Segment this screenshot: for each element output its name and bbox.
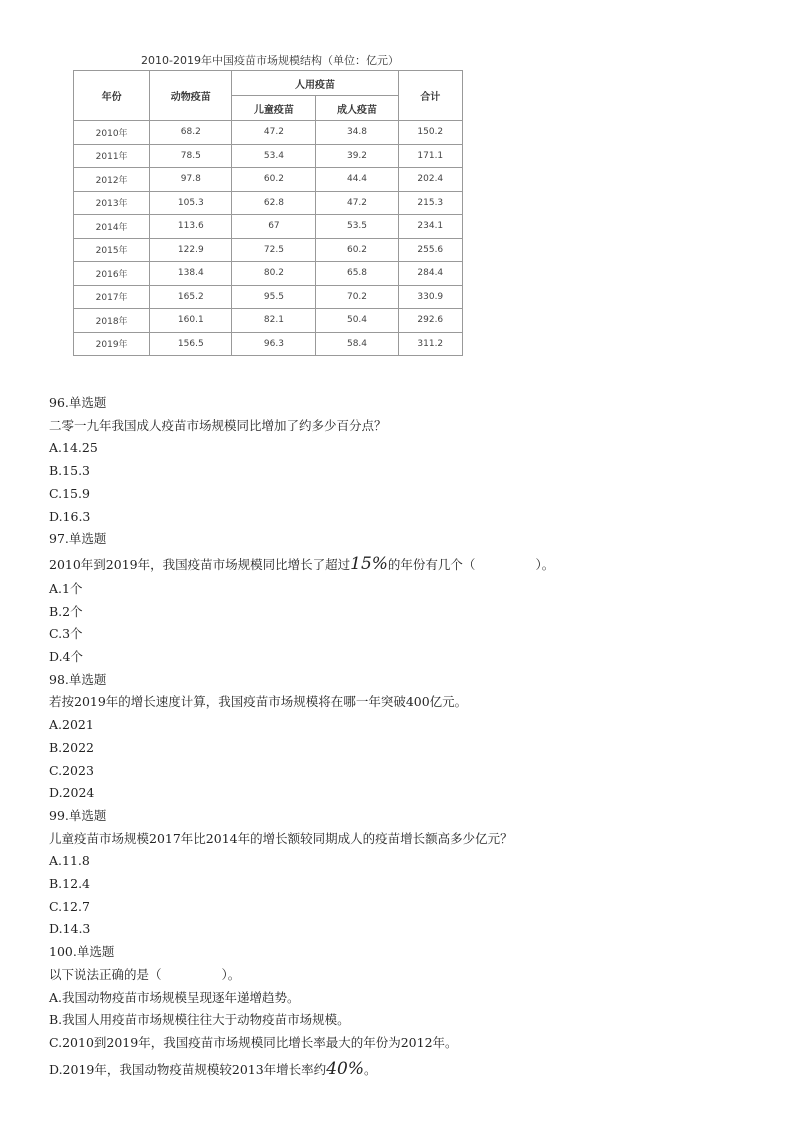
cell-year: 2013年 xyxy=(74,191,150,215)
option-a[interactable]: A.11.8 xyxy=(49,853,90,869)
cell-adult: 39.2 xyxy=(316,144,398,168)
cell-year: 2018年 xyxy=(74,309,150,333)
cell-total: 311.2 xyxy=(398,332,462,356)
cell-adult: 50.4 xyxy=(316,309,398,333)
option-text: D.2019年，我国动物疫苗规模较2013年增长率约 xyxy=(49,1061,327,1077)
cell-total: 171.1 xyxy=(398,144,462,168)
header-animal: 动物疫苗 xyxy=(150,71,232,121)
option-d[interactable] xyxy=(49,1055,769,1084)
cell-year: 2019年 xyxy=(74,332,150,356)
cell-animal: 113.6 xyxy=(150,215,232,239)
option-d[interactable]: D.2024 xyxy=(49,785,95,801)
stem-text: 的年份有几个（ xyxy=(387,556,476,572)
cell-child: 96.3 xyxy=(232,332,316,356)
cell-child: 53.4 xyxy=(232,144,316,168)
question-stem xyxy=(49,964,769,987)
cell-total: 330.9 xyxy=(398,285,462,309)
question-header: 99.单选题 xyxy=(49,807,107,823)
option-b[interactable]: B.我国人用疫苗市场规模往往大于动物疫苗市场规模。 xyxy=(49,1012,350,1028)
option-c[interactable]: C.12.7 xyxy=(49,898,90,914)
cell-child: 62.8 xyxy=(232,191,316,215)
vaccine-market-table xyxy=(73,70,463,356)
cell-child: 67 xyxy=(232,215,316,239)
table-row xyxy=(74,191,463,215)
option-b[interactable]: B.2个 xyxy=(49,603,83,619)
stem-text: ）。 xyxy=(221,966,241,982)
option-d[interactable]: D.14.3 xyxy=(49,921,91,937)
table-body xyxy=(74,121,463,356)
option-b[interactable]: B.2022 xyxy=(49,739,94,755)
option-c[interactable]: C.2023 xyxy=(49,762,94,778)
cell-child: 80.2 xyxy=(232,262,316,286)
table-row xyxy=(74,262,463,286)
cell-animal: 160.1 xyxy=(150,309,232,333)
header-year: 年份 xyxy=(74,71,150,121)
header-adult: 成人疫苗 xyxy=(316,96,398,121)
cell-year: 2010年 xyxy=(74,121,150,145)
option-b[interactable]: B.15.3 xyxy=(49,463,90,479)
cell-year: 2011年 xyxy=(74,144,150,168)
cell-year: 2012年 xyxy=(74,168,150,192)
cell-year: 2016年 xyxy=(74,262,150,286)
cell-animal: 97.8 xyxy=(150,168,232,192)
table-title: 2010-2019年中国疫苗市场规模结构（单位：亿元） xyxy=(141,54,399,67)
table-row xyxy=(74,121,463,145)
header-child: 儿童疫苗 xyxy=(232,96,316,121)
option-b[interactable]: B.12.4 xyxy=(49,876,90,892)
cell-animal: 68.2 xyxy=(150,121,232,145)
cell-adult: 47.2 xyxy=(316,191,398,215)
cell-adult: 44.4 xyxy=(316,168,398,192)
option-d[interactable]: D.16.3 xyxy=(49,508,91,524)
option-a[interactable]: A.2021 xyxy=(49,717,94,733)
cell-adult: 60.2 xyxy=(316,238,398,262)
cell-animal: 78.5 xyxy=(150,144,232,168)
option-a[interactable]: A.我国动物疫苗市场规模呈现逐年递增趋势。 xyxy=(49,989,300,1005)
cell-total: 150.2 xyxy=(398,121,462,145)
cell-total: 292.6 xyxy=(398,309,462,333)
table-row xyxy=(74,309,463,333)
cell-total: 202.4 xyxy=(398,168,462,192)
option-c[interactable]: C.15.9 xyxy=(49,485,90,501)
table-row xyxy=(74,168,463,192)
cell-animal: 138.4 xyxy=(150,262,232,286)
question-header: 97.单选题 xyxy=(49,531,107,547)
table-row xyxy=(74,332,463,356)
table-row xyxy=(74,285,463,309)
cell-year: 2017年 xyxy=(74,285,150,309)
question-header: 100.单选题 xyxy=(49,944,115,960)
option-a[interactable]: A.1个 xyxy=(49,580,83,596)
option-d[interactable]: D.4个 xyxy=(49,649,84,665)
header-human: 人用疫苗 xyxy=(232,71,398,96)
question-stem: 儿童疫苗市场规模2017年比2014年的增长额较同期成人的疫苗增长额高多少亿元？ xyxy=(49,830,513,846)
cell-year: 2015年 xyxy=(74,238,150,262)
stem-text: 以下说法正确的是（ xyxy=(49,966,162,982)
cell-animal: 156.5 xyxy=(150,332,232,356)
option-text: 。 xyxy=(363,1061,377,1077)
question-stem: 若按2019年的增长速度计算，我国疫苗市场规模将在哪一年突破400亿元。 xyxy=(49,694,468,710)
table-row xyxy=(74,238,463,262)
cell-child: 47.2 xyxy=(232,121,316,145)
cell-total: 215.3 xyxy=(398,191,462,215)
cell-child: 72.5 xyxy=(232,238,316,262)
cell-adult: 53.5 xyxy=(316,215,398,239)
question-header: 98.单选题 xyxy=(49,671,107,687)
cell-adult: 58.4 xyxy=(316,332,398,356)
stem-text: ）。 xyxy=(535,556,555,572)
cell-child: 82.1 xyxy=(232,309,316,333)
cell-adult: 70.2 xyxy=(316,285,398,309)
question-stem: 二零一九年我国成人疫苗市场规模同比增加了约多少百分点？ xyxy=(49,417,387,433)
cell-adult: 34.8 xyxy=(316,121,398,145)
cell-adult: 65.8 xyxy=(316,262,398,286)
cell-total: 255.6 xyxy=(398,238,462,262)
cell-animal: 105.3 xyxy=(150,191,232,215)
cell-child: 95.5 xyxy=(232,285,316,309)
question-stem xyxy=(49,551,769,578)
cell-total: 284.4 xyxy=(398,262,462,286)
math-percent: 40% xyxy=(326,1058,364,1079)
cell-child: 60.2 xyxy=(232,168,316,192)
cell-year: 2014年 xyxy=(74,215,150,239)
cell-total: 234.1 xyxy=(398,215,462,239)
option-c[interactable]: C.2010到2019年，我国疫苗市场规模同比增长率最大的年份为2012年。 xyxy=(49,1034,458,1050)
stem-text: 2010年到2019年，我国疫苗市场规模同比增长了超过 xyxy=(49,556,351,572)
cell-animal: 122.9 xyxy=(150,238,232,262)
question-header: 96.单选题 xyxy=(49,395,107,410)
table-row xyxy=(74,215,463,239)
option-a[interactable]: A.14.25 xyxy=(49,440,98,456)
cell-animal: 165.2 xyxy=(150,285,232,309)
header-total: 合计 xyxy=(398,71,462,121)
question-list xyxy=(49,392,769,1084)
math-percent: 15% xyxy=(350,553,388,574)
table-row xyxy=(74,144,463,168)
option-c[interactable]: C.3个 xyxy=(49,626,83,642)
